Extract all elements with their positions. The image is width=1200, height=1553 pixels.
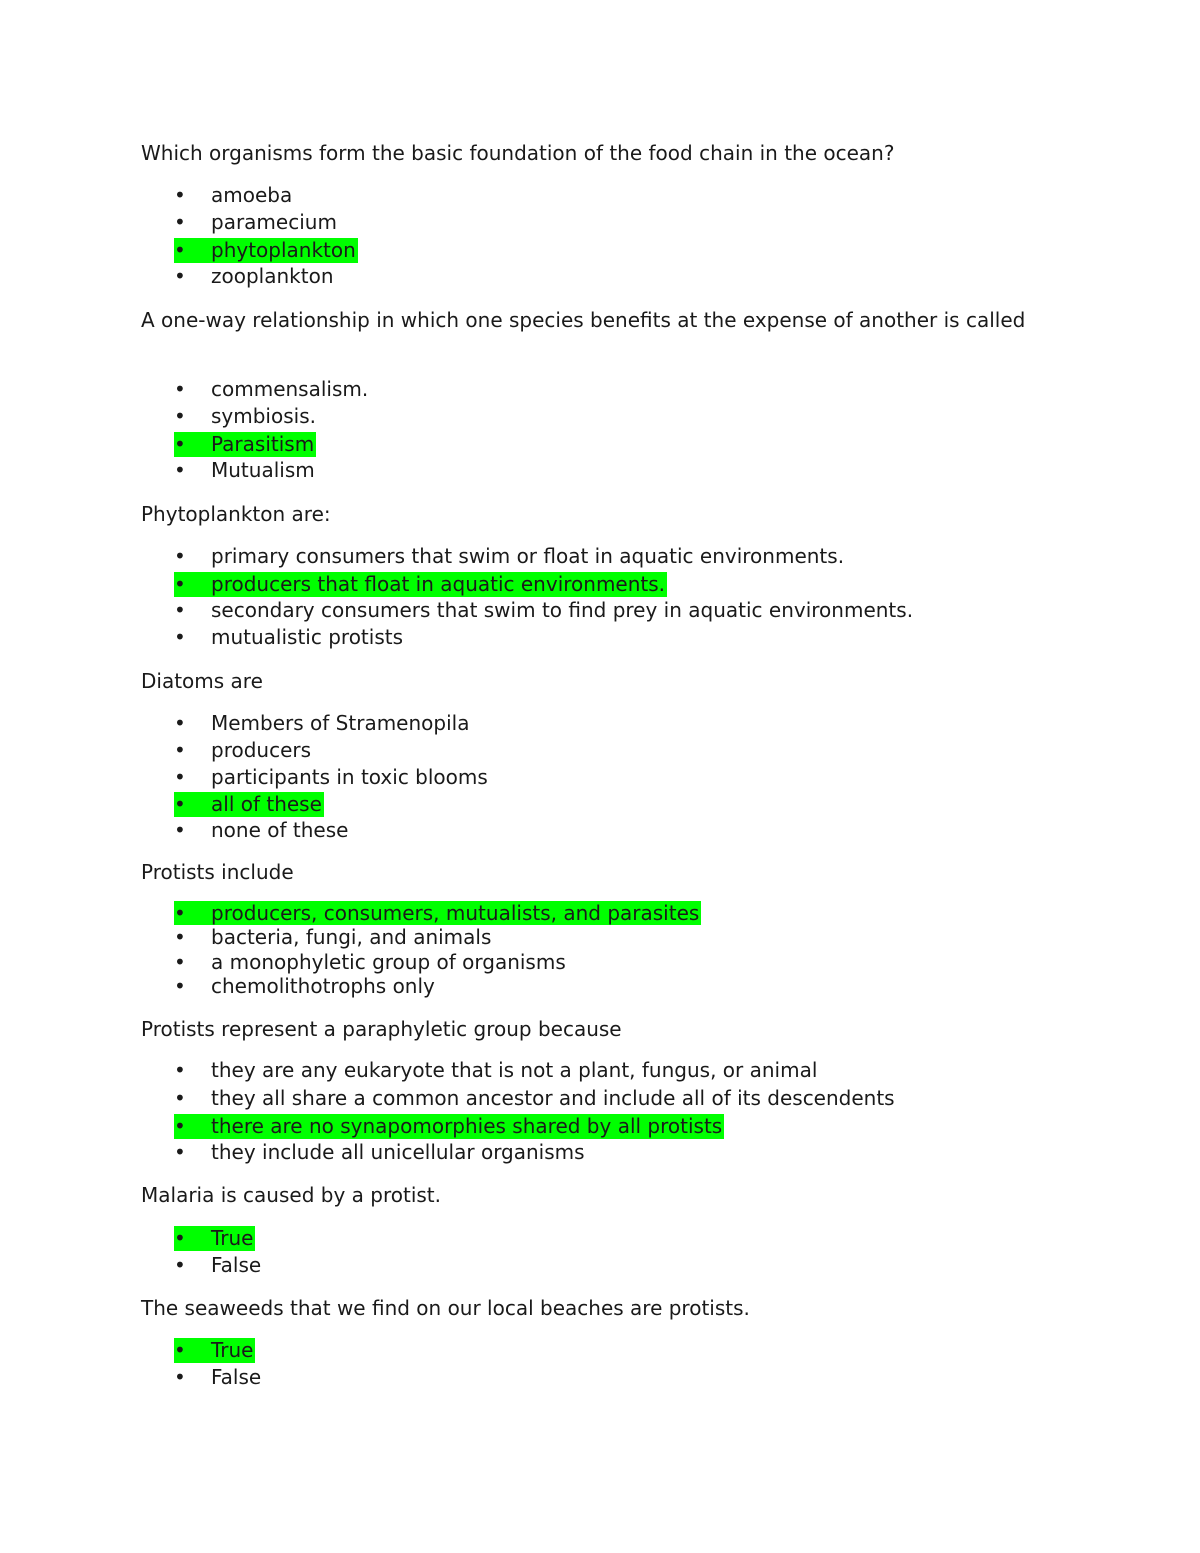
bullet-icon: • [174,711,186,735]
option-label: False [211,1365,262,1389]
option-item [174,458,317,483]
bullet-icon: • [174,792,186,816]
bullet-icon: • [174,1253,186,1277]
option-item [174,950,568,974]
option-item-highlighted [174,1226,255,1251]
bullet-icon: • [174,544,186,568]
option-label: bacteria, fungi, and animals [211,925,492,949]
option-item [174,738,313,763]
bullet-icon: • [174,598,186,622]
option-label: Members of Stramenopila [211,711,470,735]
bullet-icon: • [174,1114,186,1138]
option-label: False [211,1253,262,1277]
option-item [174,1086,897,1111]
bullet-icon: • [174,901,186,925]
option-item-highlighted [174,572,667,597]
option-item [174,1140,587,1165]
bullet-icon: • [174,432,186,456]
option-label: phytoplankton [211,238,356,262]
option-item [174,818,350,843]
option-label: producers, consumers, mutualists, and parasites [211,901,700,925]
option-item [174,404,318,429]
option-item-highlighted [174,432,316,457]
option-item [174,625,405,650]
bullet-icon: • [174,404,186,428]
bullet-icon: • [174,1365,186,1389]
option-item-highlighted [174,792,324,817]
option-label: symbiosis. [211,404,316,428]
option-item-highlighted [174,901,701,925]
option-item [174,974,437,998]
option-label: True [211,1338,254,1362]
option-label: Parasitism [211,432,315,456]
option-item [174,1058,819,1083]
option-label: commensalism. [211,377,369,401]
option-item-highlighted [174,1338,255,1363]
bullet-icon: • [174,738,186,762]
option-label: zooplankton [211,264,334,288]
option-label: mutualistic protists [211,625,404,649]
question-5-text: Protists include [141,860,294,884]
question-4-text: Diatoms are [141,669,263,693]
option-label: there are no synapomorphies shared by all protists [211,1114,723,1138]
option-label: they all share a common ancestor and include all of its descendents [211,1086,895,1110]
option-item [174,1365,263,1390]
question-2-text: A one-way relationship in which one species benefits at the expense of another is called [141,308,1026,332]
option-label: Mutualism [211,458,315,482]
bullet-icon: • [174,765,186,789]
option-item [174,210,339,235]
option-item [174,925,493,949]
option-label: they are any eukaryote that is not a plant, fungus, or animal [211,1058,818,1082]
option-label: True [211,1226,254,1250]
option-label: producers [211,738,312,762]
bullet-icon: • [174,1086,186,1110]
option-item [174,377,370,402]
option-item [174,264,336,289]
option-item [174,765,490,790]
question-7-text: Malaria is caused by a protist. [141,1183,441,1207]
option-label: all of these [211,792,322,816]
option-item [174,1253,263,1278]
bullet-icon: • [174,377,186,401]
option-label: none of these [211,818,349,842]
option-item [174,544,846,569]
option-label: they include all unicellular organisms [211,1140,585,1164]
option-label: secondary consumers that swim to find prey in aquatic environments. [211,598,914,622]
bullet-icon: • [174,183,186,207]
option-label: chemolithotrophs only [211,974,435,998]
bullet-icon: • [174,1226,186,1250]
option-label: primary consumers that swim or float in aquatic environments. [211,544,845,568]
bullet-icon: • [174,950,186,974]
option-label: participants in toxic blooms [211,765,488,789]
question-1-text: Which organisms form the basic foundation of the food chain in the ocean? [141,141,895,165]
bullet-icon: • [174,238,186,262]
bullet-icon: • [174,458,186,482]
bullet-icon: • [174,925,186,949]
bullet-icon: • [174,974,186,998]
bullet-icon: • [174,210,186,234]
bullet-icon: • [174,1338,186,1362]
bullet-icon: • [174,572,186,596]
option-item-highlighted [174,238,358,263]
question-3-text: Phytoplankton are: [141,502,331,526]
question-6-text: Protists represent a paraphyletic group because [141,1017,622,1041]
bullet-icon: • [174,1058,186,1082]
option-item-highlighted [174,1114,724,1139]
option-item [174,183,294,208]
option-label: a monophyletic group of organisms [211,950,566,974]
option-item [174,598,915,623]
option-label: producers that float in aquatic environments. [211,572,666,596]
question-8-text: The seaweeds that we find on our local beaches are protists. [141,1296,750,1320]
bullet-icon: • [174,264,186,288]
bullet-icon: • [174,1140,186,1164]
option-label: amoeba [211,183,293,207]
option-label: paramecium [211,210,337,234]
bullet-icon: • [174,625,186,649]
bullet-icon: • [174,818,186,842]
option-item [174,711,471,736]
